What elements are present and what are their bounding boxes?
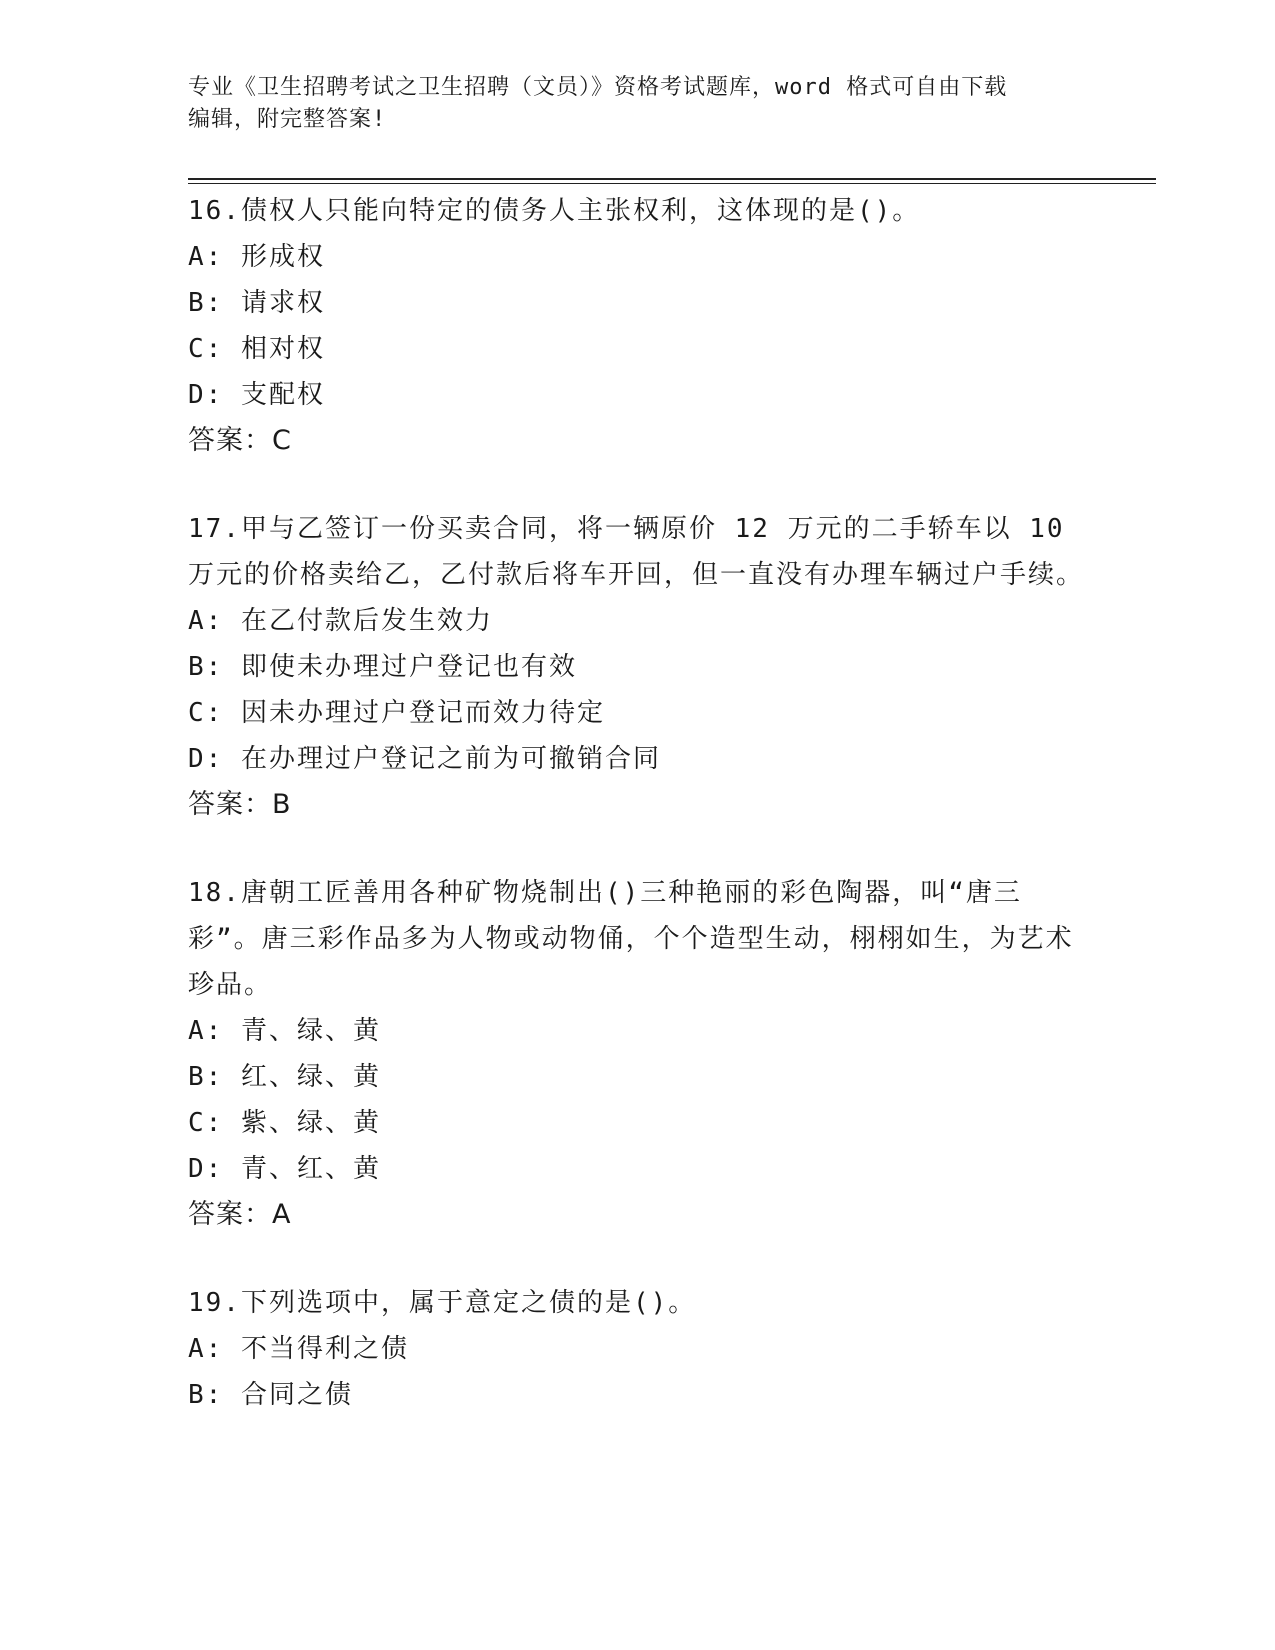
- option-key: B:: [188, 1062, 224, 1092]
- option-key: B:: [188, 1380, 224, 1410]
- header-line-2: 编辑，附完整答案!: [188, 107, 387, 132]
- option-key: C:: [188, 698, 224, 728]
- option-key: A:: [188, 242, 224, 272]
- option-text: 在办理过户登记之前为可撤销合同: [240, 744, 661, 774]
- option-text: 形成权: [240, 242, 325, 272]
- option-text: 相对权: [240, 334, 325, 364]
- question-text: 18.唐朝工匠善用各种矿物烧制出()三种艳丽的彩色陶器，叫“唐三彩”。唐三彩作品多为人物或动物俑，个个造型生动，栩栩如生，为艺术珍品。: [188, 878, 1074, 1000]
- option-a: [188, 598, 1088, 644]
- option-text: 即使未办理过户登记也有效: [240, 652, 577, 682]
- document-header: [188, 72, 1078, 136]
- option-d: [188, 372, 1088, 418]
- header-divider-thin: [188, 183, 1156, 184]
- option-key: C:: [188, 334, 224, 364]
- option-text: 青、红、黄: [240, 1154, 381, 1184]
- option-text: 合同之债: [240, 1380, 353, 1410]
- question-text: 16.债权人只能向特定的债务人主张权利，这体现的是()。: [188, 196, 921, 226]
- option-key: B:: [188, 652, 224, 682]
- header-line-1: 专业《卫生招聘考试之卫生招聘（文员）》资格考试题库，word 格式可自由下载: [188, 75, 1008, 100]
- header-divider-thick: [188, 178, 1156, 180]
- question-19: [188, 1280, 1088, 1418]
- question-16: [188, 188, 1088, 464]
- question-text: 19.下列选项中，属于意定之债的是()。: [188, 1288, 697, 1318]
- option-c: [188, 690, 1088, 736]
- option-c: [188, 1100, 1088, 1146]
- answer-line: 答案：B: [188, 789, 292, 820]
- option-text: 因未办理过户登记而效力待定: [240, 698, 605, 728]
- question-list: [188, 188, 1088, 1460]
- option-b: [188, 1372, 1088, 1418]
- option-text: 在乙付款后发生效力: [240, 606, 493, 636]
- option-key: A:: [188, 1016, 224, 1046]
- option-key: A:: [188, 606, 224, 636]
- option-b: [188, 1054, 1088, 1100]
- option-key: D:: [188, 744, 224, 774]
- option-c: [188, 326, 1088, 372]
- option-key: A:: [188, 1334, 224, 1364]
- option-key: B:: [188, 288, 224, 318]
- option-d: [188, 736, 1088, 782]
- option-b: [188, 644, 1088, 690]
- option-key: D:: [188, 380, 224, 410]
- option-b: [188, 280, 1088, 326]
- option-text: 支配权: [240, 380, 325, 410]
- question-18: [188, 870, 1088, 1238]
- question-text: 17.甲与乙签订一份买卖合同，将一辆原价 12 万元的二手轿车以 10 万元的价格卖给乙，乙付款后将车开回，但一直没有办理车辆过户手续。: [188, 514, 1085, 590]
- question-17: [188, 506, 1088, 828]
- option-text: 青、绿、黄: [240, 1016, 381, 1046]
- option-a: [188, 1326, 1088, 1372]
- option-text: 请求权: [240, 288, 325, 318]
- option-a: [188, 1008, 1088, 1054]
- option-text: 红、绿、黄: [240, 1062, 381, 1092]
- answer-line: 答案：C: [188, 425, 292, 456]
- option-key: D:: [188, 1154, 224, 1184]
- answer-line: 答案：A: [188, 1199, 292, 1230]
- option-text: 不当得利之债: [240, 1334, 409, 1364]
- option-d: [188, 1146, 1088, 1192]
- option-key: C:: [188, 1108, 224, 1138]
- option-a: [188, 234, 1088, 280]
- option-text: 紫、绿、黄: [240, 1108, 381, 1138]
